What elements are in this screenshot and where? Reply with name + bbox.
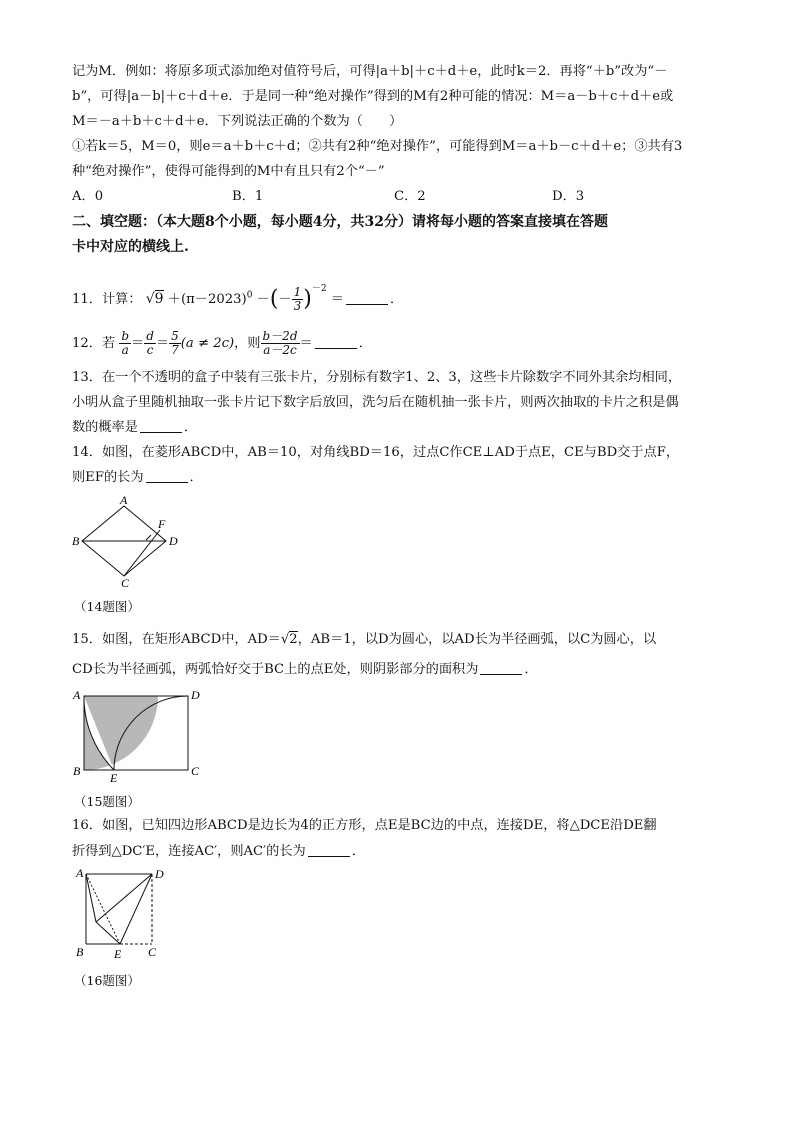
choice-b: B．1 [232, 189, 264, 204]
q11-sqrt: √9 [145, 291, 164, 307]
q14-label-b: B [72, 534, 80, 548]
q11-frac [292, 286, 304, 313]
q15-line-2 [72, 661, 732, 679]
q11-exp0: 0 [246, 290, 253, 301]
q12-f2-num: d [146, 329, 154, 343]
q12-f3-den: 7 [171, 343, 179, 357]
q14-answer-blank[interactable] [146, 470, 188, 483]
q15-line-2-end: ． [524, 662, 538, 677]
q11-prefix: 11．计算： [72, 292, 142, 307]
right-angle-mark [146, 535, 151, 540]
q11-sqrt-arg: 9 [154, 291, 164, 307]
choice-c: C．2 [394, 189, 426, 204]
q14-label-f: F [158, 517, 166, 531]
q12-mid: ，则 [234, 336, 261, 351]
q16-line-2 [72, 843, 732, 861]
q10-line-4: ①若k＝5，M＝0，则e＝a＋b＋c＋d；②共有2种“绝对操作”，可能得到M＝a＋b－c＋d＋e；③共有3 [72, 139, 683, 154]
q13-line-3-end: ． [183, 420, 198, 435]
choice-d: D．3 [552, 189, 585, 204]
q12-f1-den: a [121, 343, 129, 357]
q14-caption: （14题图） [74, 599, 140, 614]
q11: 11．计算： $√9 +(\pi-2023)^0$ －(－ $\frac{1}{3}$ )$^{-2}$ ＝ ． [72, 284, 404, 313]
q10-line-2: b”，可得|a－b|＋c＋d＋e．于是同一种“绝对操作”得到的M有2种可能的情况：M＝a－b＋c＋d＋e或 [72, 89, 674, 104]
section-heading: 二、填空题：（本大题8个小题，每小题4分，共32分）请将每小题的答案直接填在答题 [72, 214, 608, 230]
q16-square-figure [70, 864, 180, 964]
q12-f4-den: a－2c [263, 343, 297, 357]
segment-de [120, 874, 152, 944]
q14-label-c: C [121, 576, 130, 590]
q16-label-a: A [76, 866, 84, 880]
q13-answer-blank[interactable] [140, 420, 182, 433]
q14-rhombus-figure [72, 494, 192, 590]
segment-c-prime-e [96, 922, 120, 944]
q14-line-1: 14．如图，在菱形ABCD中，AB＝10，对角线BD＝16，过点C作CE⊥AD于点E，CE与BD交于点F， [72, 445, 680, 460]
q15-sqrt: √2 [280, 632, 298, 647]
choice-a: A．0 [72, 189, 104, 204]
segment-ac-prime [86, 874, 96, 922]
q16-caption: （16题图） [74, 973, 140, 988]
q12-suffix: ． [358, 336, 372, 351]
segment-dc-prime [96, 874, 152, 922]
q15-line-2-text: CD长为半径画弧，两弧恰好交于BC上的点E处，则阴影部分的面积为 [72, 662, 479, 677]
section-heading-2: 卡中对应的横线上. [72, 239, 189, 255]
q15-line-1-a: 15．如图，在矩形ABCD中，AD＝ [72, 632, 281, 647]
segment-ce [124, 530, 160, 576]
q15-label-c: C [191, 764, 200, 778]
q16-label-b: B [76, 945, 84, 959]
q11-suffix: ． [389, 292, 404, 307]
q12-f3-num: 5 [171, 329, 179, 343]
q15-line-1 [72, 631, 732, 649]
q14-line-2-end: ． [189, 470, 203, 485]
q16-line-1: 16．如图，已知四边形ABCD是边长为4的正方形，点E是BC边的中点，连接DE，将△DCE沿DE翻 [72, 818, 657, 833]
q12-f2-den: c [146, 343, 154, 357]
q14-label-d: D [169, 534, 178, 548]
q10-line-5: 种“绝对操作”，使得可能得到的M中有且只有2个“－” [72, 164, 385, 179]
q11-frac-num: 1 [293, 285, 302, 299]
q11-answer-blank[interactable] [346, 292, 388, 305]
q14-line-2 [72, 469, 732, 487]
q12-frac-3 [169, 330, 181, 357]
q12-f4-num: b－2d [262, 329, 298, 343]
q13-line-1: 13．在一个不透明的盒子中装有三张卡片，分别标有数字1、2、3，这些卡片除数字不同外其余均相同， [72, 370, 682, 385]
q14-label-a: A [120, 494, 128, 507]
q12-frac-2 [144, 330, 156, 357]
q12-answer-blank[interactable] [315, 336, 357, 349]
q13-line-2: 小明从盒子里随机抽取一张卡片记下数字后放回，洗匀后在随机抽一张卡片，则两次抽取的卡片之积是偶 [72, 395, 679, 410]
q14-line-2-text: 则EF的长为 [72, 470, 144, 485]
q16-label-d: D [155, 867, 164, 881]
q12-prefix: 12．若 [72, 336, 116, 351]
segment-ae-dashed [86, 874, 120, 944]
q15-label-b: B [73, 764, 81, 778]
q15-rectangle-figure [70, 686, 210, 784]
q16-label-c: C [148, 945, 157, 959]
q16-answer-blank[interactable] [308, 844, 350, 857]
q13-line-3-text: 数的概率是 [72, 420, 138, 435]
q12-condition: (a ≠ 2c) [180, 336, 235, 351]
q12: 12．若 $\frac{b}{a}$ ＝ $\frac{d}{c}$ ＝ $\frac{5}{7}$ (a ≠ 2c)，则 $\frac{b-2d}{a-2c}$ ＝ ． [72, 329, 372, 357]
q15-line-1-b: ，AB＝1，以D为圆心，以AD长为半径画弧，以C为圆心，以 [297, 632, 657, 647]
q12-frac-4 [261, 330, 300, 357]
q16-line-2-text: 折得到△DC′E，连接AC′，则AC′的长为 [72, 844, 306, 859]
q11-exp: －2 [311, 284, 327, 294]
q15-caption: （15题图） [74, 794, 140, 809]
q13-line-3 [72, 419, 732, 437]
q12-frac-1 [119, 330, 131, 357]
q15-answer-blank[interactable] [480, 662, 522, 675]
q16-line-2-end: ． [351, 844, 365, 859]
q11-paren: π－2023 [186, 292, 242, 307]
q15-label-e: E [110, 771, 118, 784]
q11-frac-den: 3 [293, 299, 302, 313]
q15-label-d: D [191, 688, 200, 702]
q16-label-e: E [114, 947, 122, 961]
q10-line-3: M＝－a＋b＋c＋d＋e．下列说法正确的个数为（ ） [72, 114, 403, 129]
q15-sqrt-arg: 2 [289, 632, 298, 647]
q10-line-1: 记为M．例如：将原多项式添加绝对值符号后，可得|a＋b|＋c＋d＋e，此时k＝2．再将“＋b”改为“－ [72, 64, 668, 79]
q15-label-a: A [73, 688, 81, 702]
q12-f1-num: b [121, 329, 130, 343]
